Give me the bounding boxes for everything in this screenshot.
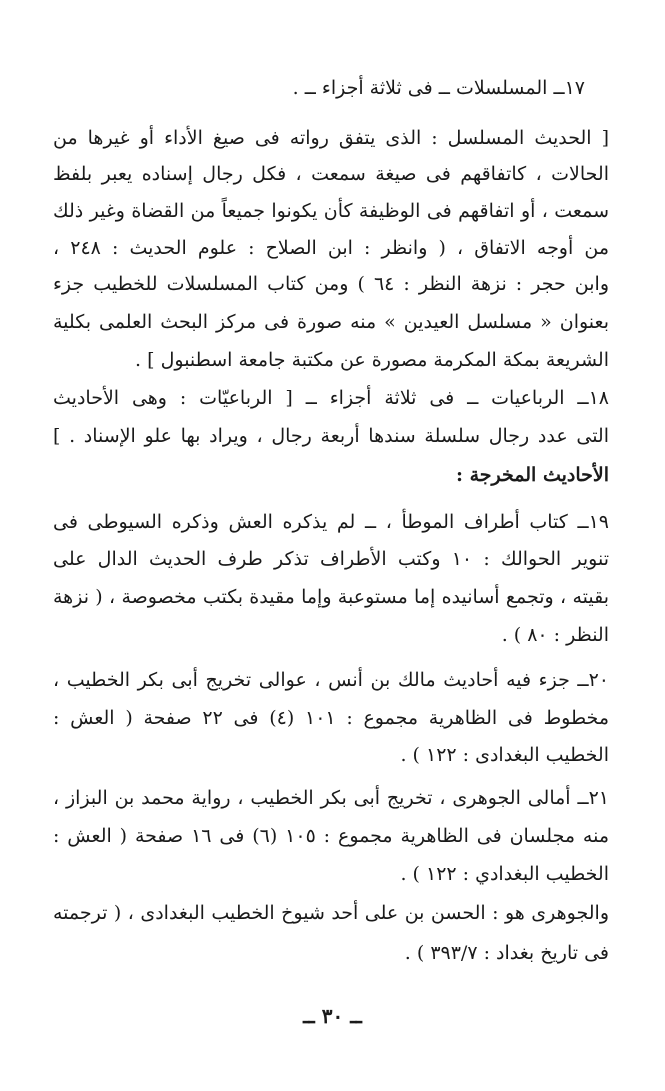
entry-21-note-line-1: والجوهرى هو : الحسن بن على أحد شيوخ الخطيب البغدادى ، ( ترجمته [53,902,609,924]
entry-19-line-1: ١٩ــ كتاب أطراف الموطأ ، ــ لم يذكره العش وذكره السيوطى فى [53,511,609,533]
section-heading: الأحاديث المخرجة : [455,464,609,486]
entry-18-line-1: ١٨ــ الرباعيات ــ فى ثلاثة أجزاء ــ [ الرباعيّات : وهى الأحاديث [53,387,609,409]
entry-21-line-2: منه مجلسان فى الظاهرية مجموع : ١٠٥ (٦) فى ١٦ صفحة ( العش : [53,825,609,847]
entry-17-note-line-4: من أوجه الاتفاق ، ( وانظر : ابن الصلاح : علوم الحديث : ٢٤٨ ، [53,237,609,259]
entry-21-line-3: الخطيب البغدادي : ١٢٢ ) . [400,863,609,885]
entry-18-line-2: التى عدد رجال سلسلة سندها أربعة رجال ، ويراد بها علو الإسناد . ] [53,425,609,447]
entry-19-line-2: تنوير الحوالك : ١٠ وكتب الأطراف تذكر طرف الحديث الدال على [53,548,609,570]
entry-20-line-2: مخطوط فى الظاهرية مجموع : ١٠١ (٤) فى ٢٢ صفحة ( العش : [53,707,609,729]
entry-17-note-line-3: سمعت ، أو اتفاقهم فى الوظيفة كأن يكونوا جميعاً من القضاة وغير ذلك [53,200,609,222]
page-number: ــ ٣٠ ــ [303,1004,362,1028]
entry-17-note-line-1: [ الحديث المسلسل : الذى يتفق رواته فى صيغ الأداء أو غيرها من [53,127,609,149]
entry-17-note-line-7: الشريعة بمكة المكرمة مصورة عن مكتبة جامعة اسطنبول ] . [135,349,609,371]
entry-20-line-3: الخطيب البغدادى : ١٢٢ ) . [400,744,609,766]
entry-21-line-1: ٢١ــ أمالى الجوهرى ، تخريج أبى بكر الخطيب ، رواية محمد بن البزاز ، [53,787,609,809]
entry-20-line-1: ٢٠ــ جزء فيه أحاديث مالك بن أنس ، عوالى تخريج أبى بكر الخطيب ، [53,669,609,691]
entry-17-note-line-6: بعنوان « مسلسل العيدين » منه صورة فى مركز البحث العلمى بكلية [53,311,609,333]
entry-17-line-1: ١٧ــ المسلسلات ــ فى ثلاثة أجزاء ــ . [292,77,585,99]
entry-19-line-4: النظر : ٨٠ ) . [501,624,609,646]
entry-17-note-line-2: الحالات ، كاتفاقهم فى صيغة سمعت ، فكل رجال إسناده يعبر بلفظ [53,163,609,185]
entry-19-line-3: بقيته ، وتجمع أسانيده إما مستوعبة وإما مقيدة بكتب مخصوصة ، ( نزهة [53,586,609,608]
entry-17-note-line-5: وابن حجر : نزهة النظر : ٦٤ ) ومن كتاب المسلسلات للخطيب جزء [53,273,609,295]
entry-21-note-line-2: فى تاريخ بغداد : ٣٩٣/٧ ) . [404,942,609,964]
